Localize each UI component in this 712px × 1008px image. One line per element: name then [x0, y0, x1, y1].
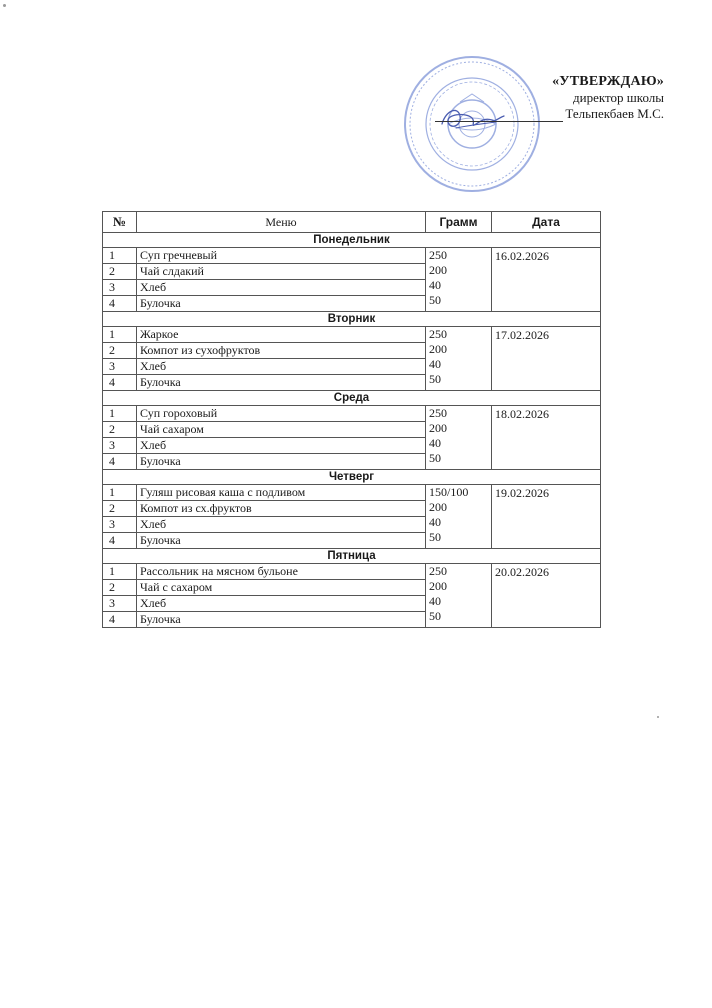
grams-value: 200: [429, 579, 447, 593]
day-name: Пятница: [103, 549, 601, 564]
item-number: 4: [103, 533, 137, 549]
item-number: 2: [103, 580, 137, 596]
item-number: 2: [103, 343, 137, 359]
grams-value: 50: [429, 372, 441, 386]
grams-value: 200: [429, 500, 447, 514]
date-cell: 19.02.2026: [492, 485, 601, 549]
grams-cell: [426, 485, 492, 549]
grams-value: 50: [429, 609, 441, 623]
dish-name: Жаркое: [137, 327, 426, 343]
table-row: [103, 564, 601, 580]
grams-cell: [426, 327, 492, 391]
grams-value: 250: [429, 248, 447, 262]
menu-table: [102, 211, 601, 628]
table-row: [103, 248, 601, 264]
grams-cell: [426, 406, 492, 470]
table-row: [103, 327, 601, 343]
item-number: 2: [103, 422, 137, 438]
dish-name: Чай слдакий: [137, 264, 426, 280]
item-number: 3: [103, 359, 137, 375]
grams-value: 50: [429, 530, 441, 544]
dish-name: Булочка: [137, 296, 426, 312]
header-grams: Грамм: [426, 212, 492, 233]
menu-table-body: [103, 233, 601, 628]
dish-name: Чай сахаром: [137, 422, 426, 438]
grams-value: 150/100: [429, 485, 469, 499]
item-number: 3: [103, 280, 137, 296]
approval-position: директор школы: [573, 90, 664, 105]
item-number: 3: [103, 438, 137, 454]
grams-value: 40: [429, 436, 441, 450]
approval-name: Тельпекбаев М.С.: [565, 106, 664, 121]
dish-name: Булочка: [137, 612, 426, 628]
day-header-row: [103, 233, 601, 248]
dish-name: Хлеб: [137, 438, 426, 454]
scan-speck: [3, 4, 6, 7]
date-cell: 20.02.2026: [492, 564, 601, 628]
date-cell: 18.02.2026: [492, 406, 601, 470]
day-header-row: [103, 549, 601, 564]
grams-value: 40: [429, 278, 441, 292]
dish-name: Компот из сх.фруктов: [137, 501, 426, 517]
grams-cell: [426, 564, 492, 628]
dish-name: Суп гороховый: [137, 406, 426, 422]
grams-value: 200: [429, 263, 447, 277]
grams-value: 40: [429, 357, 441, 371]
grams-value: 40: [429, 594, 441, 608]
day-name: Вторник: [103, 312, 601, 327]
dish-name: Булочка: [137, 454, 426, 470]
dish-name: Чай с сахаром: [137, 580, 426, 596]
approval-title: «УТВЕРЖДАЮ»: [552, 74, 664, 89]
grams-value: 50: [429, 451, 441, 465]
item-number: 4: [103, 454, 137, 470]
item-number: 3: [103, 596, 137, 612]
day-header-row: [103, 391, 601, 406]
item-number: 1: [103, 485, 137, 501]
approval-signature-row: [435, 106, 664, 122]
day-name: Четверг: [103, 470, 601, 485]
dish-name: Гуляш рисовая каша с подливом: [137, 485, 426, 501]
table-header-row: [103, 212, 601, 233]
dish-name: Булочка: [137, 533, 426, 549]
item-number: 1: [103, 248, 137, 264]
item-number: 3: [103, 517, 137, 533]
dish-name: Хлеб: [137, 517, 426, 533]
dish-name: Хлеб: [137, 596, 426, 612]
scan-speck: [657, 716, 659, 718]
item-number: 1: [103, 406, 137, 422]
item-number: 4: [103, 296, 137, 312]
header-num: №: [103, 212, 137, 233]
header-date: Дата: [492, 212, 601, 233]
dish-name: Суп гречневый: [137, 248, 426, 264]
grams-value: 250: [429, 564, 447, 578]
item-number: 1: [103, 327, 137, 343]
item-number: 1: [103, 564, 137, 580]
dish-name: Компот из сухофруктов: [137, 343, 426, 359]
header-menu: Меню: [137, 212, 426, 233]
table-row: [103, 406, 601, 422]
approval-block: [435, 74, 664, 122]
grams-value: 40: [429, 515, 441, 529]
item-number: 2: [103, 264, 137, 280]
item-number: 2: [103, 501, 137, 517]
day-header-row: [103, 312, 601, 327]
dish-name: Хлеб: [137, 359, 426, 375]
day-name: Среда: [103, 391, 601, 406]
table-row: [103, 485, 601, 501]
grams-value: 200: [429, 342, 447, 356]
item-number: 4: [103, 375, 137, 391]
date-cell: 17.02.2026: [492, 327, 601, 391]
dish-name: Булочка: [137, 375, 426, 391]
signature-line: [435, 107, 563, 122]
dish-name: Рассольник на мясном бульоне: [137, 564, 426, 580]
grams-value: 50: [429, 293, 441, 307]
grams-cell: [426, 248, 492, 312]
grams-value: 200: [429, 421, 447, 435]
date-cell: 16.02.2026: [492, 248, 601, 312]
day-header-row: [103, 470, 601, 485]
dish-name: Хлеб: [137, 280, 426, 296]
day-name: Понедельник: [103, 233, 601, 248]
grams-value: 250: [429, 406, 447, 420]
grams-value: 250: [429, 327, 447, 341]
item-number: 4: [103, 612, 137, 628]
